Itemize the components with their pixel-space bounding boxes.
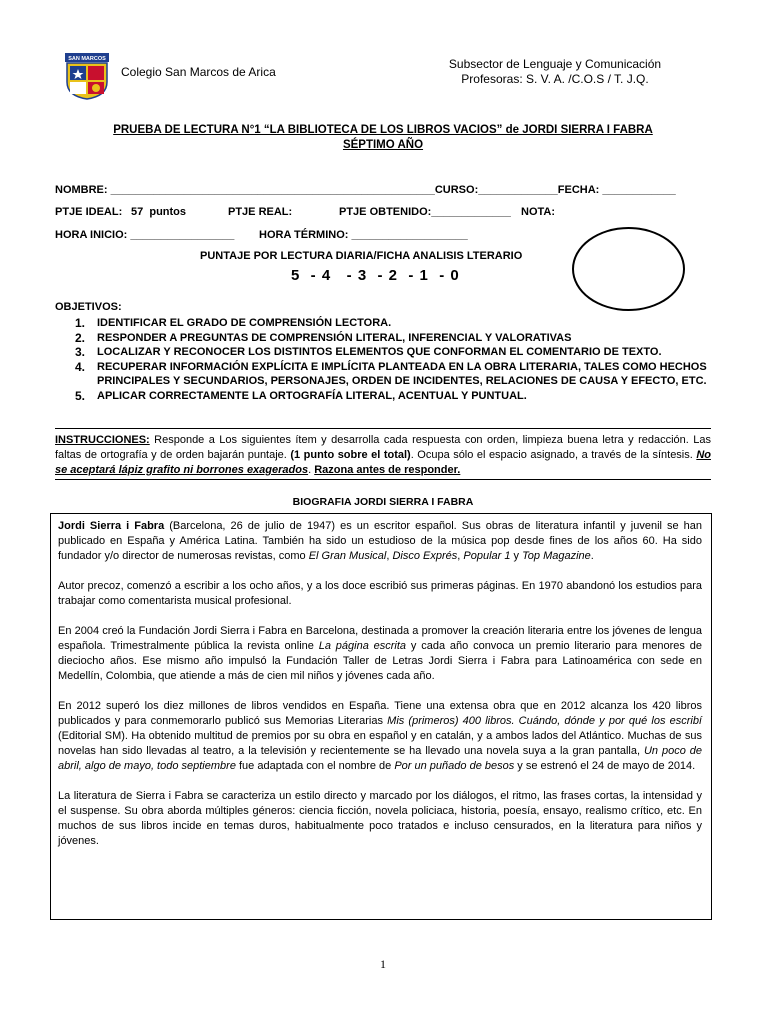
- bio-text: fue adaptada con el nombre de: [235, 760, 395, 772]
- logo-text: SAN MARCOS: [68, 56, 106, 62]
- magazine-title: Top Magazine: [522, 550, 591, 562]
- book-title: Mis (primeros) 400 libros. Cuándo, dónde y por qué los escribí: [387, 715, 702, 727]
- bio-text: y se estrenó el 24 de mayo de 2014.: [514, 760, 696, 772]
- hora-inicio-field[interactable]: HORA INICIO: _________________: [55, 229, 235, 241]
- objective-number: 2.: [75, 330, 86, 345]
- hora-termino-field[interactable]: HORA TÉRMINO: ___________________: [259, 229, 468, 241]
- page-number: 1: [380, 957, 386, 971]
- divider: [55, 428, 711, 429]
- bio-text: En 2012 superó los diez millones de libros vendidos en España. Tiene una extensa obra que en 2012 alcanza los 420 libros publicados y para conmemorarlo publicó sus Memorias Literarias: [58, 700, 702, 727]
- objective-number: 3.: [75, 345, 86, 360]
- school-name: Colegio San Marcos de Arica: [121, 65, 276, 79]
- school-logo: [64, 52, 110, 100]
- bio-text: ,: [386, 550, 393, 562]
- objective-item: [75, 345, 715, 360]
- instructions-text-3: .: [308, 464, 315, 476]
- objective-text: IDENTIFICAR EL GRADO DE COMPRENSIÓN LECTORA.: [97, 317, 392, 329]
- nombre-line[interactable]: NOMBRE: _____________________________________________________CURSO:_____________FECHA: ____________: [55, 184, 676, 196]
- bio-text: (Editorial SM). Ha obtenido multitud de premios por su obra en español y en catalán, y a ambos lados del Atlántico. Muchas de sus novelas han sido llevadas al teatro, a la televisión y recientemente se ha llevado una novela suya a la gran pantalla,: [58, 730, 702, 757]
- teachers: Profesoras: S. V. A. /C.O.S / T. J.Q.: [461, 72, 649, 86]
- objectives-label: OBJETIVOS:: [55, 301, 122, 313]
- divider: [55, 479, 711, 480]
- objective-text: RECUPERAR INFORMACIÓN EXPLÍCITA E IMPLÍCITA PLANTEADA EN LA OBRA LITERARIA, TALES COMO HECHOS PRINCIPALES Y SECUNDARIOS, PERSONAJES, ORDEN DE INCIDENTES, RELACIONES DE CAUSA Y EFECTO, ETC.: [97, 360, 707, 388]
- instructions-bold: (1 punto sobre el total): [290, 449, 411, 461]
- objective-text: APLICAR CORRECTAMENTE LA ORTOGRAFÍA LITERAL, ACENTUAL Y PUNTUAL.: [97, 389, 527, 402]
- bio-paragraph-2: Autor precoz, comenzó a escribir a los ocho años, y a los doce escribió sus primeras páginas. En 1970 abandonó los estudios para trabajar como comentarista musical profesional.: [58, 580, 702, 607]
- bio-text: ,: [457, 550, 464, 562]
- magazine-title: La página escrita: [318, 640, 407, 652]
- ptje-ideal-value: 57 puntos: [131, 206, 187, 218]
- magazine-title: El Gran Musical: [308, 550, 387, 562]
- grade-oval[interactable]: [572, 227, 685, 311]
- instructions-text-2: . Ocupa sólo el espacio asignado, a través de la síntesis.: [410, 449, 697, 461]
- objective-text: RESPONDER A PREGUNTAS DE COMPRENSIÓN LITERAL, INFERENCIAL Y VALORATIVAS: [97, 331, 572, 344]
- ptje-ideal-label: PTJE IDEAL:: [55, 206, 123, 218]
- objective-number: 4.: [75, 359, 86, 374]
- magazine-title: Popular 1: [463, 550, 511, 562]
- instructions-label: INSTRUCCIONES:: [55, 434, 150, 446]
- biography-title: BIOGRAFIA JORDI SIERRA I FABRA: [292, 496, 474, 508]
- instructions-warning-1: No se aceptará lápiz grafito ni borrones exagerados: [55, 449, 711, 476]
- objective-item: [75, 389, 715, 404]
- bio-paragraph-1: [58, 519, 702, 564]
- instructions-warning-2: Razona antes de responder.: [314, 464, 461, 476]
- bio-paragraph-3: [58, 624, 702, 684]
- bio-text: (Barcelona, 26 de julio de 1947) es un escritor español. Sus obras de literatura infantil y juvenil se han publicado en España y América Latina. También ha sido un estudioso de la música pop desde fines de los años 60. Ha sido fundador y/o director de numerosas revistas, como: [58, 520, 702, 562]
- objectives-list: [75, 316, 715, 404]
- bio-paragraph-4: [58, 699, 702, 774]
- objective-item: [75, 316, 715, 331]
- ptje-real-field[interactable]: PTJE REAL:: [228, 206, 293, 218]
- objective-number: 5.: [75, 388, 86, 403]
- objective-text: LOCALIZAR Y RECONOCER LOS DISTINTOS ELEMENTOS QUE CONFORMAN EL COMENTARIO DE TEXTO.: [97, 346, 662, 359]
- instructions-text-1: Responde a Los siguientes ítem y desarrolla cada respuesta con orden, limpieza buena letra y redacción. Las faltas de ortografía y de orden bajarán puntaje.: [55, 434, 711, 461]
- book-title: Por un puñado de besos: [394, 760, 515, 772]
- scoring-label: PUNTAJE POR LECTURA DIARIA/FICHA ANALISIS LTERARIO: [200, 250, 523, 262]
- title-line-2: SÉPTIMO AÑO: [342, 139, 424, 151]
- instructions: [55, 433, 711, 478]
- bio-author-name: Jordi Sierra i Fabra: [58, 520, 165, 532]
- book-title: Un poco de abril, algo de mayo, todo septiembre: [58, 745, 702, 772]
- nota-field[interactable]: NOTA:: [521, 206, 556, 218]
- bio-text: .: [590, 550, 594, 562]
- subsector-title: Subsector de Lenguaje y Comunicación: [448, 57, 662, 71]
- biography-text: [58, 519, 702, 864]
- objective-number: 1.: [75, 316, 86, 330]
- magazine-title: Disco Exprés: [392, 550, 458, 562]
- objective-item: [75, 331, 715, 346]
- bio-text: y cada año convoca un premio literario para menores de dieciocho años. Ese mismo año impulsó la Fundación Taller de Letras Jordi Sierra i Fabra para Latinoamérica con sede en Medellín, Colombia, que atiende a más de cien mil niños y jóvenes cada año.: [58, 640, 702, 682]
- bio-paragraph-5: La literatura de Sierra i Fabra se caracteriza un estilo directo y marcado por los diálogos, el ritmo, las frases cortas, la intensidad y el suspense. Su obra aborda múltiples géneros: ciencia ficción, novela policiaca, historia, poesía, ensayo, realismo crítico, etc. En muchos de sus libros incide en temas duros, habitualmente poco tratados e incluso censurados, en la literatura para niños y jóvenes.: [58, 790, 702, 847]
- bio-text: En 2004 creó la Fundación Jordi Sierra i Fabra en Barcelona, destinada a promover la creación literaria entre los jóvenes de lengua española. Trimestralmente pública la revista online: [58, 625, 702, 652]
- bio-text: y: [510, 550, 523, 562]
- test-title: [55, 123, 711, 153]
- title-line-1: PRUEBA DE LECTURA N°1 “LA BIBLIOTECA DE LOS LIBROS VACIOS” de JORDI SIERRA I FABRA: [113, 124, 653, 136]
- ptje-obtenido-field[interactable]: PTJE OBTENIDO:_____________: [339, 206, 511, 218]
- subsector-block: [400, 57, 710, 87]
- scoring-scale: 5 - 4 - 3 - 2 - 1 - 0: [291, 267, 460, 284]
- objective-item: [75, 360, 715, 389]
